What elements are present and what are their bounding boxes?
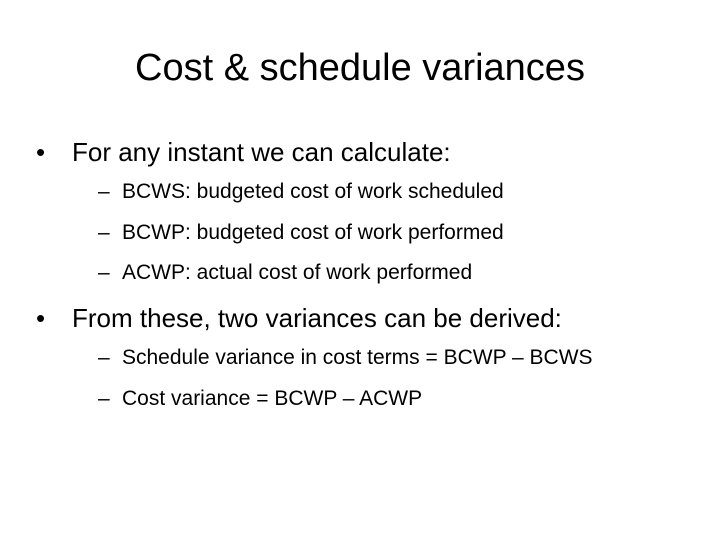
bullet-text: For any instant we can calculate: <box>72 137 451 167</box>
dash-glyph: – <box>98 346 110 369</box>
sub-item-text: BCWS: budgeted cost of work scheduled <box>122 180 504 203</box>
slide-title: Cost & schedule variances <box>135 47 585 89</box>
sub-item-text: Schedule variance in cost terms = BCWP – BCWS <box>122 346 593 369</box>
bullet-text: From these, two variances can be derived: <box>72 303 562 333</box>
dash-glyph: – <box>98 261 110 284</box>
bullet-calculate <box>36 136 451 168</box>
dash-glyph: – <box>98 180 110 203</box>
sub-item-text: BCWP: budgeted cost of work performed <box>122 221 504 244</box>
sub-item-schedule-variance <box>98 344 593 372</box>
dash-glyph: – <box>98 221 110 244</box>
sub-item-bcws <box>98 178 504 206</box>
sub-item-acwp <box>98 259 472 287</box>
sub-item-bcwp <box>98 219 504 247</box>
dash-glyph: – <box>98 387 110 410</box>
bullet-glyph: • <box>36 137 46 167</box>
bullet-derived <box>36 302 562 334</box>
sub-item-cost-variance <box>98 385 422 413</box>
bullet-glyph: • <box>36 303 46 333</box>
sub-item-text: ACWP: actual cost of work performed <box>122 261 473 284</box>
sub-item-text: Cost variance = BCWP – ACWP <box>122 387 423 410</box>
